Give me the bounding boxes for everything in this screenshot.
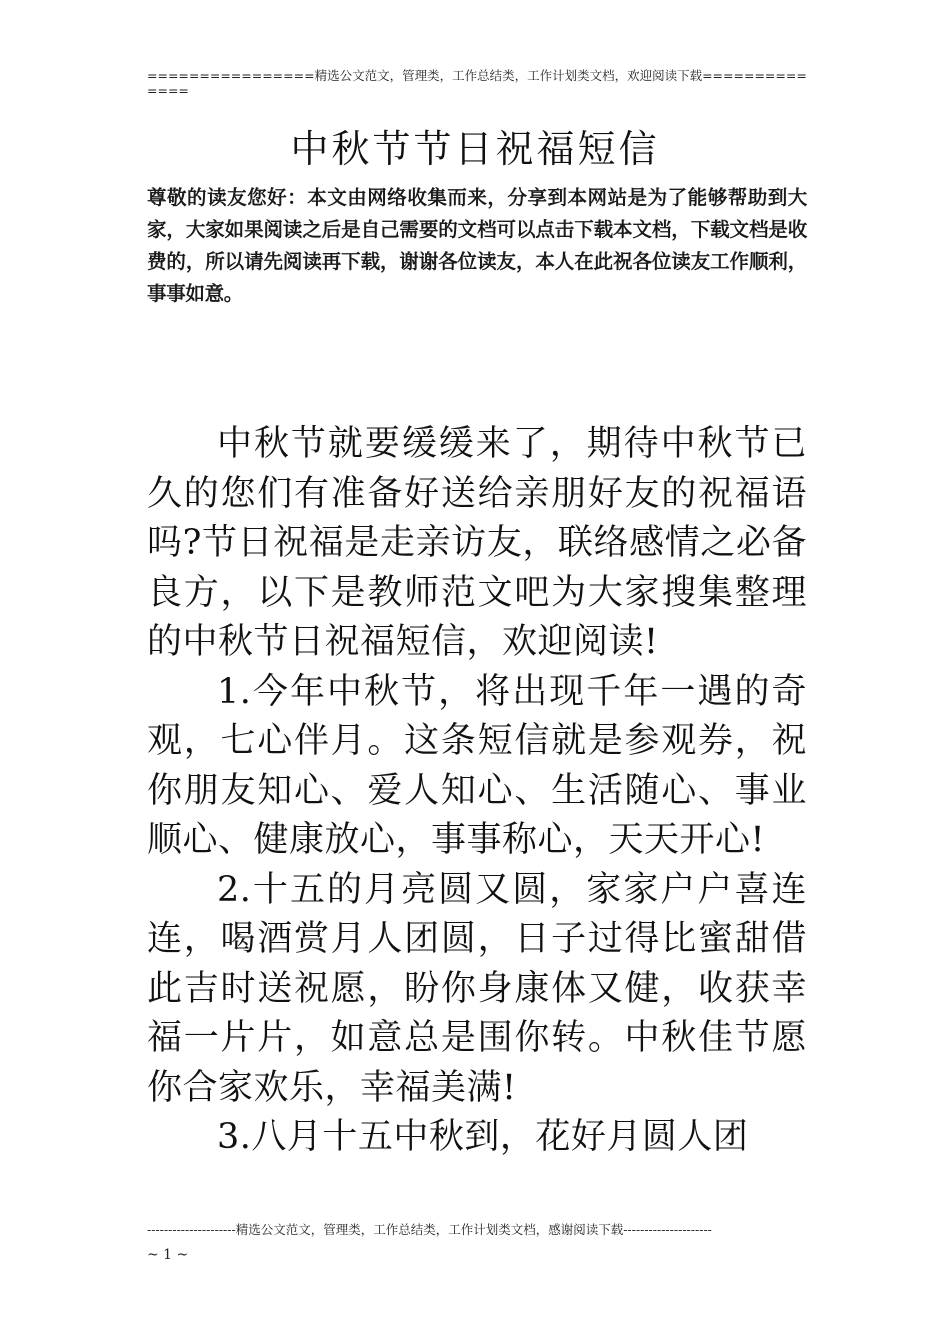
document-body — [147, 420, 807, 1163]
page-header: ================精选公文范文，管理类，工作总结类，工作计划类文档，欢迎阅读下载============== — [147, 68, 807, 98]
page-number: ~ 1 ~ — [147, 1247, 189, 1263]
page-footer: ---------------------精选公文范文，管理类，工作总结类，工作计划类文档，感谢阅读下载--------------------- — [147, 1222, 712, 1237]
body-paragraph-intro: 中秋节就要缓缓来了，期待中秋节已久的您们有准备好送给亲朋好友的祝福语吗?节日祝福是走亲访友，联络感情之必备良方，以下是教师范文吧为大家搜集整理的中秋节日祝福短信，欢迎阅读! — [147, 424, 807, 662]
body-paragraph-1: 1.今年中秋节，将出现千年一遇的奇观，七心伴月。这条短信就是参观券，祝你朋友知心、爱人知心、生活随心、事业顺心、健康放心，事事称心，天天开心! — [147, 671, 807, 860]
document-title: 中秋节节日祝福短信 — [290, 127, 660, 171]
body-paragraph-2: 2.十五的月亮圆又圆，家家户户喜连连，喝酒赏月人团圆，日子过得比蜜甜借此吉时送祝愿，盼你身康体又健，收获幸福一片片，如意总是围你转。中秋佳节愿你合家欢乐，幸福美满! — [147, 869, 807, 1108]
body-paragraph-3: 3.八月十五中秋到，花好月圆人团 — [217, 1117, 749, 1157]
reader-notice: 尊敬的读友您好：本文由网络收集而来，分享到本网站是为了能够帮助到大家，大家如果阅读之后是自己需要的文档可以点击下载本文档，下载文档是收费的，所以请先阅读再下载，谢谢各位读友，本人在此祝各位读友工作顺利，事事如意。 — [147, 186, 807, 305]
